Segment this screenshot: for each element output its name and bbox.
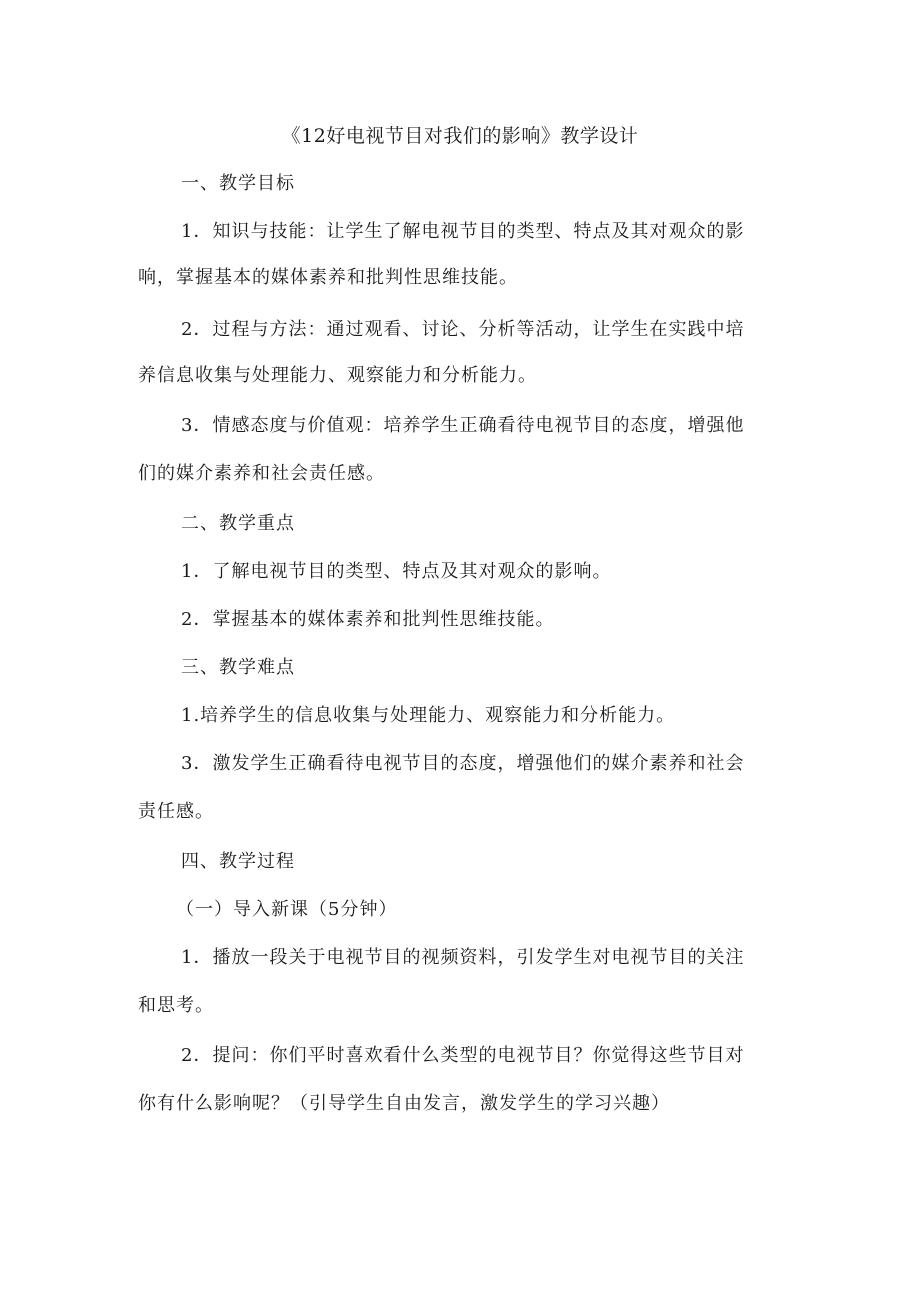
section-heading-objectives: 一、教学目标 [181,173,295,194]
objective-2-line-1: 2．过程与方法：通过观看、讨论、分析等活动，让学生在实践中培 [181,319,745,340]
objective-2-line-2: 养信息收集与处理能力、观察能力和分析能力。 [138,365,537,386]
section-heading-process: 四、教学过程 [181,851,295,872]
difficulty-2-line-1: 3．激发学生正确看待电视节目的态度，增强他们的媒介素养和社会 [181,753,745,774]
key-point-1: 1．了解电视节目的类型、特点及其对观众的影响。 [181,561,612,582]
objective-3-line-2: 们的媒介素养和社会责任感。 [138,463,385,484]
difficulty-2-line-2: 责任感。 [138,801,214,822]
document-title: 《12好电视节目对我们的影响》教学设计 [281,125,639,147]
objective-1-line-2: 响，掌握基本的媒体素养和批判性思维技能。 [138,267,518,288]
objective-1-line-1: 1．知识与技能：让学生了解电视节目的类型、特点及其对观众的影 [181,221,745,242]
section-heading-difficulties: 三、教学难点 [181,657,295,678]
objective-3-line-1: 3．情感态度与价值观：培养学生正确看待电视节目的态度，增强他 [181,415,745,436]
section-heading-key-points: 二、教学重点 [181,513,295,534]
difficulty-1: 1.培养学生的信息收集与处理能力、观察能力和分析能力。 [181,705,676,726]
process-2-line-2: 你有什么影响呢？（引导学生自由发言，激发学生的学习兴趣） [138,1093,670,1114]
key-point-2: 2．掌握基本的媒体素养和批判性思维技能。 [181,609,555,630]
process-subheading-intro: （一）导入新课（5分钟） [176,899,398,920]
process-1-line-2: 和思考。 [138,995,214,1016]
process-1-line-1: 1．播放一段关于电视节目的视频资料，引发学生对电视节目的关注 [181,947,745,968]
process-2-line-1: 2．提问：你们平时喜欢看什么类型的电视节目？你觉得这些节目对 [181,1045,745,1066]
